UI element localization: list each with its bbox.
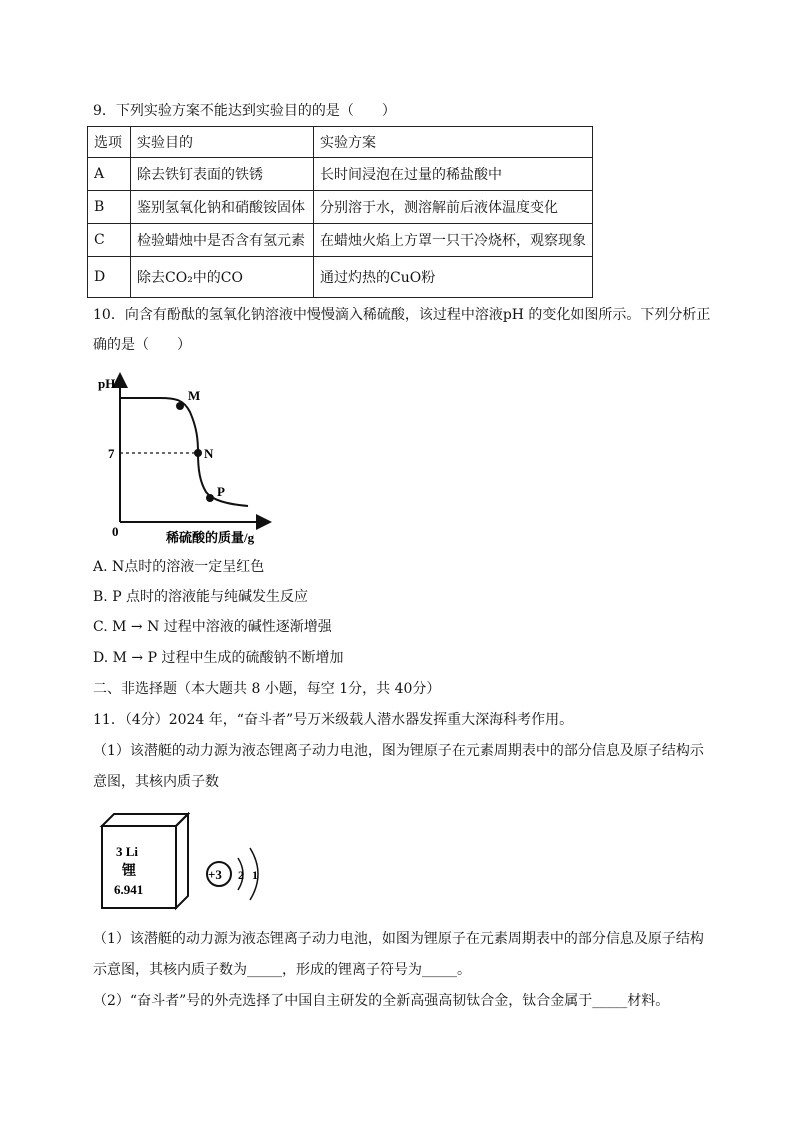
table-cell: 除去CO₂中的CO [131,257,314,298]
table-cell: 检验蜡烛中是否含有氢元素 [131,224,314,257]
point-p [206,494,214,502]
header-cell: 选项 [88,127,131,158]
element-mass: 6.941 [114,882,144,897]
q10-option-a: A. N点时的溶液一定呈红色 [93,559,265,575]
table-row [88,191,593,224]
cube-side [176,814,188,908]
ph-curve-graph [98,370,278,550]
table-cell: 通过灼热的CuO粉 [314,257,593,298]
element-number-symbol: 3 Li [116,844,139,859]
table-cell: 在蜡烛火焰上方罩一只干冷烧杯，观察现象 [314,224,593,257]
label-n: N [204,446,214,461]
table-cell: A [88,158,131,191]
q9-question: 9．下列实验方案不能达到实验目的的是（ ） [93,103,396,119]
shell-1-electrons: 2 [238,868,244,882]
q10-option-c: C. M → N 过程中溶液的碱性逐渐增强 [93,619,332,635]
header-cell: 实验目的 [131,127,314,158]
table-row [88,257,593,298]
lithium-element-figure [98,812,268,912]
table-cell: 长时间浸泡在过量的稀盐酸中 [314,158,593,191]
q10-option-b: B. P 点时的溶液能与纯碱发生反应 [93,589,309,605]
label-p: P [217,484,225,499]
section-2-heading: 二、非选择题（本大题共 8 小题，每空 1分，共 40分） [93,681,441,697]
y-tick-7: 7 [108,446,115,461]
q11-part1a-line2: 意图，其核内质子数 [93,774,219,790]
q10-question-line2: 确的是（ ） [93,337,191,353]
q11-part1a-line1: （1）该潜艇的动力源为液态锂离子动力电池，图为锂原子在元素周期表中的部分信息及原子结构示 [93,743,704,759]
cube-top [102,814,188,826]
shell-2-electrons: 1 [252,868,258,882]
q10-option-d: D. M → P 过程中生成的硫酸钠不断增加 [93,650,344,666]
header-cell: 实验方案 [314,127,593,158]
table-header-row [88,127,593,158]
point-n [194,449,202,457]
table-cell: 分别溶于水，测溶解前后液体温度变化 [314,191,593,224]
y-axis-label: pH [98,376,116,391]
element-name: 锂 [122,863,136,879]
ph-curve [120,398,248,506]
q11-part1b-line1: （1）该潜艇的动力源为液态锂离子动力电池，如图为锂原子在元素周期表中的部分信息及原子结构 [93,931,704,947]
q11-part2: （2）“奋斗者”号的外壳选择了中国自主研发的全新高强高韧钛合金，钛合金属于_____材料。 [93,993,670,1009]
table-cell: 除去铁钉表面的铁锈 [131,158,314,191]
table-cell: B [88,191,131,224]
table-cell: D [88,257,131,298]
q11-intro: 11．（4分）2024 年，“奋斗者”号万米级载人潜水器发挥重大深海科考作用。 [93,712,574,728]
table-row [88,224,593,257]
origin-label: 0 [112,524,119,539]
q10-question-line1: 10．向含有酚酞的氢氧化钠溶液中慢慢滴入稀硫酸，该过程中溶液pH 的变化如图所示。下列分析正 [93,307,711,323]
nucleus-charge: +3 [208,867,222,882]
q11-part1b-line2: 示意图，其核内质子数为_____，形成的锂离子符号为_____。 [93,962,471,978]
label-m: M [188,388,201,403]
q9-table [87,126,593,298]
x-axis-label: 稀硫酸的质量/g [166,530,255,545]
table-cell: C [88,224,131,257]
table-row [88,158,593,191]
point-m [176,402,184,410]
table-cell: 鉴别氢氧化钠和硝酸铵固体 [131,191,314,224]
